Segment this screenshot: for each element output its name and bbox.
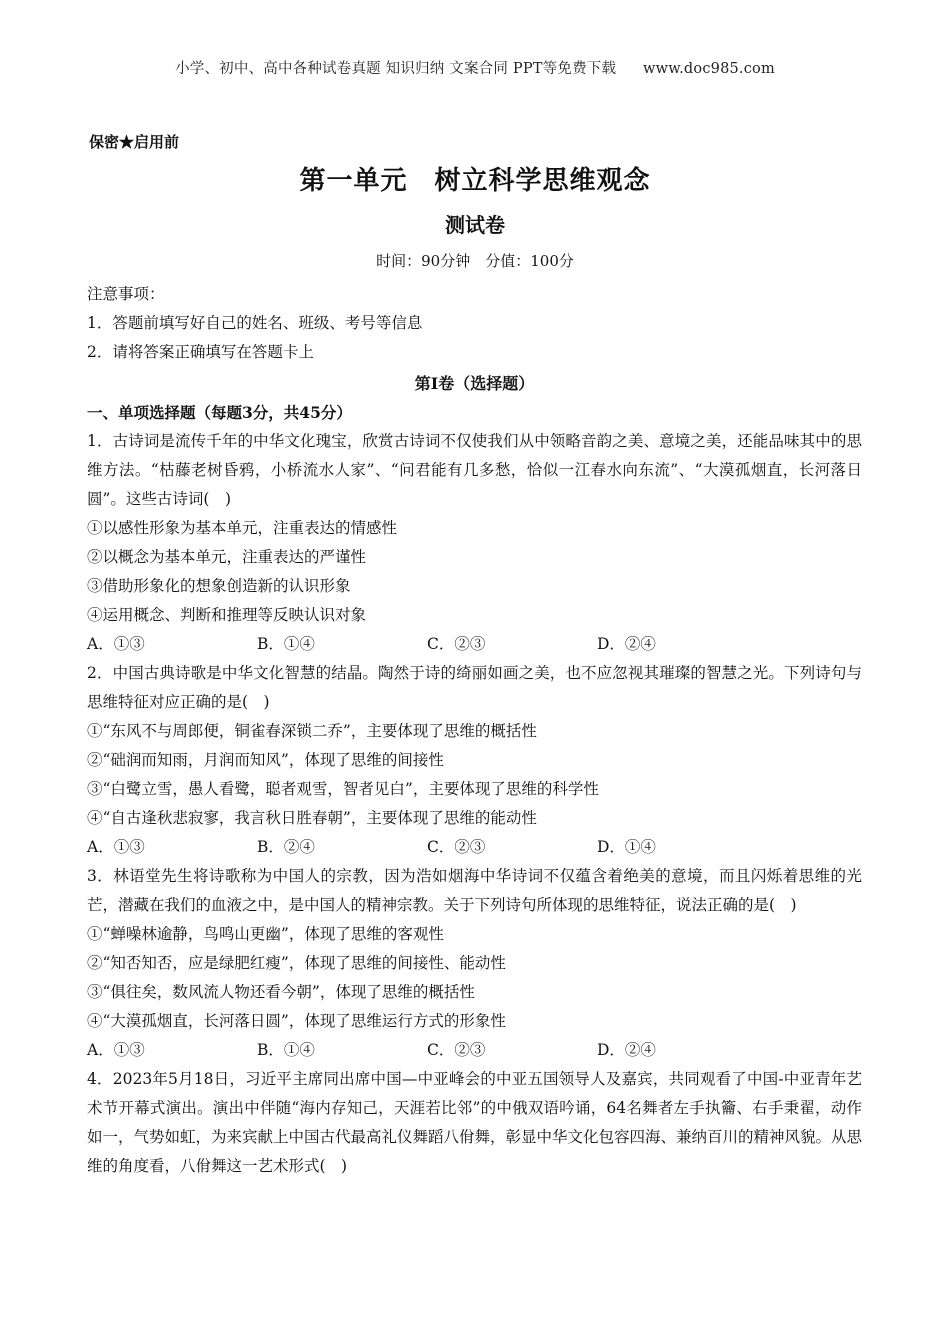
statement: ③借助形象化的想象创造新的认识形象 — [87, 577, 351, 595]
statement: ①“蝉噪林逾静，鸟鸣山更幽”，体现了思维的客观性 — [87, 925, 444, 943]
statement: ②以概念为基本单元，注重表达的严谨性 — [87, 548, 367, 566]
option-b[interactable]: B．②④ — [257, 838, 315, 856]
exam-content — [87, 280, 862, 1181]
header-site[interactable]: www.doc985.com — [642, 61, 775, 77]
question-3 — [87, 862, 862, 1065]
statement: ②“知否知否，应是绿肥红瘦”，体现了思维的间接性、能动性 — [87, 954, 506, 972]
statement: ③“白鹭立雪，愚人看鹭，聪者观雪，智者见白”，主要体现了思维的科学性 — [87, 780, 599, 798]
option-a[interactable]: A．①③ — [87, 838, 145, 856]
option-c[interactable]: C．②③ — [427, 838, 486, 856]
option-a[interactable]: A．①③ — [87, 1041, 145, 1059]
question-stem: 3．林语堂先生将诗歌称为中国人的宗教，因为浩如烟海中华诗词不仅蕴含着绝美的意境，而且闪烁着思维的光芒，潜藏在我们的血液之中，是中国人的精神宗教。关于下列诗句所体现的思维特征，说法正确的是( ) — [87, 867, 862, 914]
notice-item: 2．请将答案正确填写在答题卡上 — [87, 343, 314, 361]
question-2 — [87, 659, 862, 862]
statement: ①以感性形象为基本单元，注重表达的情感性 — [87, 519, 398, 537]
notice-heading: 注意事项： — [87, 285, 165, 303]
exam-meta: 时间：90分钟 分值：100分 — [376, 252, 574, 270]
part-title: 一、单项选择题（每题3分，共45分） — [87, 403, 352, 422]
options-row — [87, 1036, 862, 1065]
header-banner: 小学、初中、高中各种试卷真题 知识归纳 文案合同 PPT等免费下载 — [175, 61, 617, 77]
statement: ①“东风不与周郎便，铜雀春深锁二乔”，主要体现了思维的概括性 — [87, 722, 537, 740]
options-row — [87, 630, 862, 659]
statement: ④运用概念、判断和推理等反映认识对象 — [87, 606, 367, 624]
section-title: 第I卷（选择题） — [414, 374, 535, 393]
option-b[interactable]: B．①④ — [257, 635, 315, 653]
statement: ④“大漠孤烟直，长河落日圆”，体现了思维运行方式的形象性 — [87, 1012, 506, 1030]
page-header — [0, 57, 950, 78]
notice-item: 1．答题前填写好自己的姓名、班级、考号等信息 — [87, 314, 423, 332]
page-title: 第一单元 树立科学思维观念 — [299, 166, 651, 196]
page-subtitle: 测试卷 — [445, 213, 505, 237]
option-c[interactable]: C．②③ — [427, 1041, 486, 1059]
option-b[interactable]: B．①④ — [257, 1041, 315, 1059]
statement: ②“础润而知雨，月润而知风”，体现了思维的间接性 — [87, 751, 444, 769]
question-stem: 2．中国古典诗歌是中华文化智慧的结晶。陶然于诗的绮丽如画之美，也不应忽视其璀璨的智慧之光。下列诗句与思维特征对应正确的是( ) — [87, 664, 862, 711]
statement: ④“自古逢秋悲寂寥，我言秋日胜春朝”，主要体现了思维的能动性 — [87, 809, 537, 827]
option-a[interactable]: A．①③ — [87, 635, 145, 653]
statement: ③“俱往矣，数风流人物还看今朝”，体现了思维的概括性 — [87, 983, 475, 1001]
option-c[interactable]: C．②③ — [427, 635, 486, 653]
option-d[interactable]: D．②④ — [597, 635, 656, 653]
question-1 — [87, 427, 862, 659]
option-d[interactable]: D．②④ — [597, 1041, 656, 1059]
question-stem: 1．古诗词是流传千年的中华文化瑰宝，欣赏古诗词不仅使我们从中领略音韵之美、意境之美，还能品味其中的思维方法。“枯藤老树昏鸦，小桥流水人家”、“问君能有几多愁，恰似一江春水向东流”、“大漠孤烟直，长河落日圆”。这些古诗词( ) — [87, 432, 862, 508]
confidential-label: 保密★启用前 — [89, 133, 180, 151]
option-d[interactable]: D．①④ — [597, 838, 656, 856]
options-row — [87, 833, 862, 862]
question-4 — [87, 1065, 862, 1181]
question-stem: 4．2023年5月18日，习近平主席同出席中国—中亚峰会的中亚五国领导人及嘉宾，共同观看了中国-中亚青年艺术节开幕式演出。演出中伴随“海内存知己，天涯若比邻”的中俄双语吟诵，64名舞者左手执籥、右手秉翟，动作如一，气势如虹，为来宾献上中国古代最高礼仪舞蹈八佾舞，彰显中华文化包容四海、兼纳百川的精神风貌。从思维的角度看，八佾舞这一艺术形式( ) — [87, 1070, 863, 1175]
